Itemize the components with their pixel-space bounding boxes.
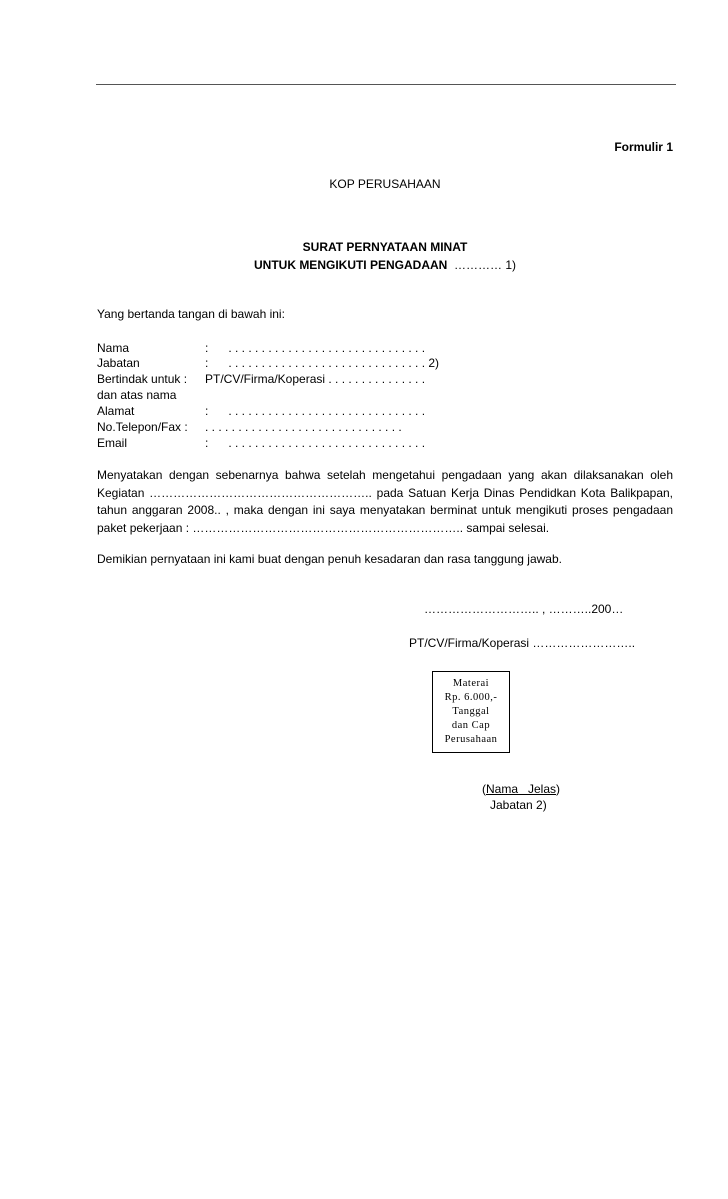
field-label: No.Telepon/Fax : [97, 420, 188, 434]
field-value: : . . . . . . . . . . . . . . . . . . . . . . . . . . . . . . [205, 341, 426, 355]
statement-paragraph: Menyatakan dengan sebenarnya bahwa setelah mengetahui pengadaan yang akan dilaksanakan oleh Kegiatan ……………………………………………….. pada Satuan Kerja Dinas Pendidkan Kota Balikpapan, tahun anggaran 2008.. , maka dengan ini saya menyatakan berminat untuk mengikuti proses pengadaan paket pekerjaan : ………………………………………………………….. sampai selesai. [97, 468, 673, 535]
paren-close: ) [556, 782, 561, 796]
signer-name [482, 782, 560, 796]
field-label: dan atas nama [97, 388, 177, 402]
field-label: Bertindak untuk : [97, 372, 188, 386]
kop-perusahaan: KOP PERUSAHAAN [329, 177, 441, 191]
field-label: Email [97, 436, 128, 450]
header-rule [96, 84, 676, 85]
intro-text: Yang bertanda tangan di bawah ini: [97, 307, 285, 321]
signer-position: Jabatan 2) [490, 798, 547, 812]
field-label: Jabatan [97, 356, 140, 370]
company-signature-line: PT/CV/Firma/Koperasi …………………….. [409, 636, 636, 650]
subtitle-bold: UNTUK MENGIKUTI PENGADAAN [253, 258, 448, 272]
form-label: Formulir 1 [614, 140, 673, 154]
stamp-line: Perusahaan [444, 734, 498, 745]
field-value: PT/CV/Firma/Koperasi . . . . . . . . . . . . . . . [205, 372, 426, 386]
signer-name-text: Nama Jelas [486, 782, 557, 796]
field-value: : . . . . . . . . . . . . . . . . . . . . . . . . . . . . . . [205, 404, 426, 418]
stamp-line: Materai [452, 678, 490, 689]
field-value: . . . . . . . . . . . . . . . . . . . . . . . . . . . . . . [205, 420, 402, 434]
subtitle-suffix: ………… 1) [447, 258, 516, 272]
stamp-line: dan Cap [451, 720, 491, 731]
field-label: Nama [97, 341, 130, 355]
document-subtitle [0, 258, 728, 272]
stamp-line: Rp. 6.000,- [444, 692, 498, 703]
closing-text: Demikian pernyataan ini kami buat dengan penuh kesadaran dan rasa tanggung jawab. [97, 552, 562, 566]
document-title: SURAT PERNYATAAN MINAT [302, 240, 468, 254]
field-label: Alamat [97, 404, 135, 418]
paren-open: ( [482, 782, 486, 796]
stamp-line: Tanggal [452, 706, 490, 717]
field-value: : . . . . . . . . . . . . . . . . . . . . . . . . . . . . . . 2) [205, 356, 440, 370]
place-date: ……………………….. , ………..200… [424, 602, 624, 616]
materai-stamp-box [432, 671, 510, 753]
field-value: : . . . . . . . . . . . . . . . . . . . . . . . . . . . . . . [205, 436, 426, 450]
